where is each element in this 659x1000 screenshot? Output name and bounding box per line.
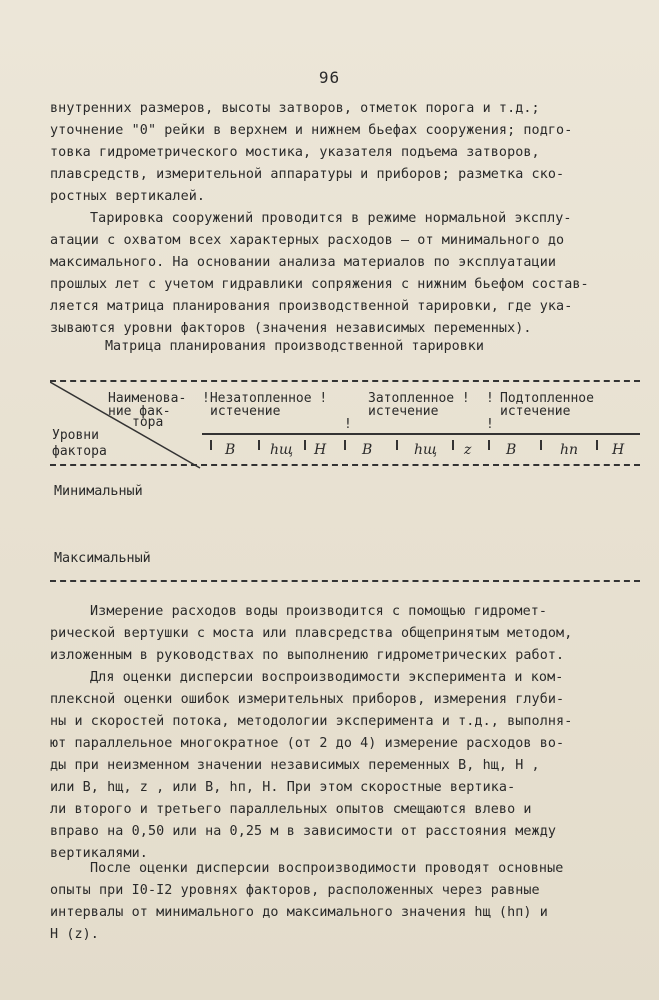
column-tick (540, 440, 542, 450)
paragraph-4 (50, 667, 630, 865)
text-line: Для оценки дисперсии воспроизводимости эксперимента и ком- (90, 670, 564, 685)
paragraph-1 (50, 98, 630, 208)
column-symbol: H (314, 442, 327, 458)
column-symbol: B (225, 442, 236, 458)
text-line: плексной оценки ошибок измерительных приборов, измерения глуби- (50, 692, 565, 707)
page-number: 96 (318, 68, 341, 87)
text-line: или B, hщ, z , или B, hп, H. При этом скоростные вертика- (50, 780, 516, 795)
table-bottom-rule (50, 580, 640, 582)
column-symbol: hщ (414, 442, 438, 458)
text-line: уточнение "0" рейки в верхнем и нижнем бьефах сооружения; подго- (50, 123, 573, 138)
text-line: Измерение расходов воды производится с помощью гидромет- (90, 604, 548, 619)
column-tick (344, 440, 346, 450)
text-line: интервалы от минимального до максимального значения hщ (hп) и (50, 905, 548, 920)
text-line: товка гидрометрического мостика, указателя подъема затворов, (50, 145, 540, 160)
group-separator: ! (344, 417, 352, 432)
group-header-flooded: Затопленное ! (368, 391, 470, 406)
column-symbol: hп (560, 442, 579, 458)
column-tick (210, 440, 212, 450)
text-line: рической вертушки с моста или плавсредства общепринятым методом, (50, 626, 573, 641)
column-symbol: z (464, 442, 472, 458)
corner-row-label: Уровни (52, 428, 99, 443)
column-symbol: H (612, 442, 625, 458)
column-symbol: B (362, 442, 373, 458)
group-header-submerged: Подтопленное (500, 391, 594, 406)
paragraph-5 (50, 858, 630, 946)
text-line: максимального. На основании анализа материалов по эксплуатации (50, 255, 557, 270)
text-line: атации с охватом всех характерных расходов – от минимального до (50, 233, 565, 248)
table-caption: Матрица планирования производственной тарировки (105, 339, 484, 354)
column-symbol: B (506, 442, 517, 458)
text-line: внутренних размеров, высоты затворов, отметок порога и т.д.; (50, 101, 540, 116)
text-line: H (z). (50, 927, 99, 942)
group-header-unflooded: истечение (210, 404, 281, 419)
text-line: ды при неизменном значении независимых переменных B, hщ, H , (50, 758, 540, 773)
column-tick (258, 440, 260, 450)
corner-header-line: Наименова- (108, 391, 187, 406)
corner-header-line: ние фак- (108, 404, 171, 419)
paragraph-2 (50, 208, 630, 340)
group-header-submerged: истечение (500, 404, 571, 419)
group-header-unflooded: !Незатопленное ! (202, 391, 328, 406)
table-row-minimal: Минимальный (54, 484, 143, 499)
text-line: ли второго и третьего параллельных опытов смещаются влево и (50, 802, 532, 817)
column-symbol: hщ (270, 442, 294, 458)
column-tick (304, 440, 306, 450)
group-separator: ! (486, 391, 494, 406)
group-separator: ! (486, 417, 494, 432)
text-line: вправо на 0,50 или на 0,25 м в зависимости от расстояния между (50, 824, 557, 839)
text-line: прошлых лет с учетом гидравлики сопряжения с нижним бьефом состав- (50, 277, 589, 292)
text-line: Тарировка сооружений проводится в режиме нормальной эксплу- (90, 211, 572, 226)
text-line: ростных вертикалей. (50, 189, 206, 204)
planning-matrix-table (50, 372, 640, 492)
table-row-maximal: Максимальный (54, 551, 151, 566)
corner-row-label: фактора (52, 444, 107, 459)
text-line: ют параллельное многократное (от 2 до 4) измерение расходов во- (50, 736, 565, 751)
text-line: плавсредств, измерительной аппаратуры и приборов; разметка ско- (50, 167, 565, 182)
text-line: изложенным в руководствах по выполнению гидрометрических работ. (50, 648, 565, 663)
text-line: ляется матрица планирования производственной тарировки, где ука- (50, 299, 573, 314)
text-line: опыты при I0-I2 уровнях факторов, расположенных через равные (50, 883, 540, 898)
text-line: вертикалями. (50, 846, 148, 861)
table-header-rule (50, 464, 640, 466)
group-header-flooded: истечение (368, 404, 439, 419)
subheader-rule (202, 433, 640, 435)
text-line: зываются уровни факторов (значения независимых переменных). (50, 321, 532, 336)
text-line: ны и скоростей потока, методологии эксперимента и т.д., выполня- (50, 714, 573, 729)
corner-header-line: тора (132, 415, 164, 430)
column-tick (488, 440, 490, 450)
column-tick (452, 440, 454, 450)
text-line: После оценки дисперсии воспроизводимости проводят основные (90, 861, 564, 876)
paragraph-3 (50, 601, 630, 667)
column-tick (396, 440, 398, 450)
column-tick (596, 440, 598, 450)
